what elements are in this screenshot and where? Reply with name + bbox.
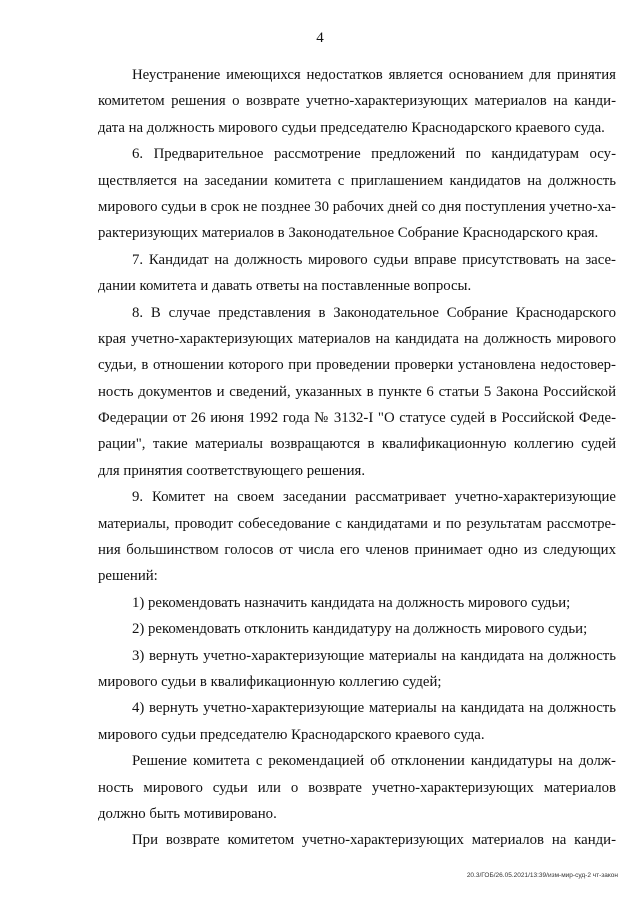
text-line: мирового судьи в срок не позднее 30 рабочих дней со дня поступления учетно-ха- [98,198,616,215]
text-line: 1) рекомендовать назначить кандидата на должность мирового судьи; [132,594,571,611]
text-line: При возврате комитетом учетно-характеризующих материалов на канди- [132,832,616,849]
text-line: 6. Предварительное рассмотрение предложений по кандидатурам осу- [132,146,616,163]
list-item-2 [98,616,616,642]
list-item-4 [98,695,616,748]
paragraph-item-6 [98,141,616,247]
text-line: края учетно-характеризующих материалов на кандидата на должность мирового [98,330,616,347]
paragraph-item-7 [98,247,616,300]
text-line: мирового судьи в квалификационную коллегию судей; [98,673,442,690]
text-line: 3) вернуть учетно-характеризующие материалы на кандидата на должность [132,647,616,664]
text-line: 8. В случае представления в Законодательное Собрание Краснодарского [132,304,616,321]
paragraph-item-9 [98,484,616,590]
text-line: комитетом решения о возврате учетно-характеризующих материалов на канди- [98,93,616,110]
text-line: ность документов и сведений, указанных в пункте 6 статьи 5 Закона Российской [98,383,616,400]
list-item-1 [98,590,616,616]
text-line: дата на должность мирового судьи председателю Краснодарского краевого суда. [98,119,605,136]
list-item-3 [98,643,616,696]
text-line: 2) рекомендовать отклонить кандидатуру на должность мирового судьи; [132,621,588,638]
text-line: ность мирового судьи или о возврате учетно-характеризующих материалов [98,779,616,796]
text-line: ществляется на заседании комитета с приглашением кандидатов на должность [98,172,616,189]
text-line: 4) вернуть учетно-характеризующие материалы на кандидата на должность [132,700,616,717]
text-line: рации", такие материалы возвращаются в квалификационную коллегию судей [98,436,616,453]
text-line: ния большинством голосов от числа его членов принимает одно из следующих [98,542,616,559]
text-line: 7. Кандидат на должность мирового судьи вправе присутствовать на засе- [132,251,616,268]
document-body [98,62,616,854]
page-number: 4 [316,30,324,46]
text-line: судьи, в отношении которого при проведении проверки установлена недостовер- [98,357,616,374]
text-line: дании комитета и давать ответы на поставленные вопросы. [98,278,472,295]
text-line: Федерации от 26 июня 1992 года № 3132-I "О статусе судей в Российской Феде- [98,410,616,427]
text-line: для принятия соответствующего решения. [98,462,366,479]
footer-document-code: 20.3/ГОБ/26.05.2021/13:39/изм-мир-суд-2 чт-закон [466,872,618,879]
text-line: должно быть мотивировано. [98,805,277,822]
paragraph-intro [98,62,616,141]
paragraph-decision [98,748,616,827]
text-line: Неустранение имеющихся недостатков является основанием для принятия [132,67,616,83]
text-line: рактеризующих материалов в Законодательное Собрание Краснодарского края. [98,225,599,242]
text-line: материалы, проводит собеседование с кандидатами и по результатам рассмотре- [98,515,616,532]
text-line: мирового судьи председателю Краснодарского краевого суда. [98,726,485,743]
paragraph-item-8 [98,300,616,485]
text-line: 9. Комитет на своем заседании рассматривает учетно-характеризующие [132,489,616,506]
paragraph-return [98,827,616,853]
text-line: Решение комитета с рекомендацией об отклонении кандидатуры на долж- [132,753,616,770]
text-line: решений: [98,568,158,585]
